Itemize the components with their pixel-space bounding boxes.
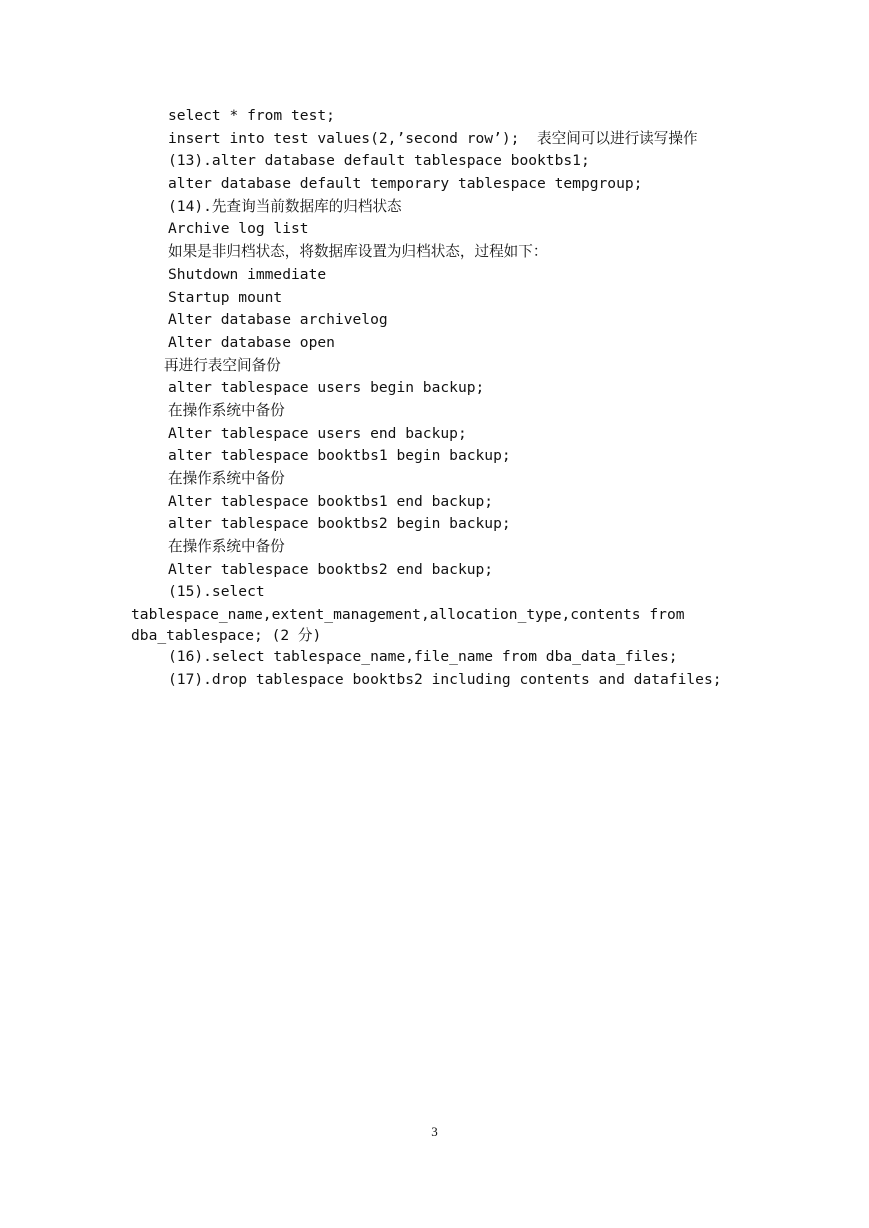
- code-line-wrapped: tablespace_name,extent_management,allocation_type,contents from: [131, 606, 685, 624]
- text-line: 在操作系统中备份: [168, 401, 285, 419]
- code-line: Archive log list: [168, 220, 309, 238]
- text-line: 在操作系统中备份: [168, 470, 285, 487]
- code-line: Alter tablespace booktbs1 end backup;: [168, 492, 494, 510]
- text-line: 如果是非归档状态，将数据库设置为归档状态，过程如下：: [168, 243, 548, 261]
- code-line: alter tablespace users begin backup;: [168, 379, 485, 397]
- section-line: (17).drop tablespace booktbs2 including contents and datafiles;: [168, 670, 722, 688]
- code-line: Startup mount: [168, 288, 283, 306]
- code-line: alter database default temporary tablespace tempgroup;: [168, 175, 643, 193]
- code-line: Shutdown immediate: [168, 265, 327, 283]
- code-line: Alter database archivelog: [168, 311, 388, 329]
- page-number: 3: [431, 1124, 438, 1139]
- code-line: select * from test;: [168, 107, 335, 124]
- code-line: insert into test values(2,’second row’); 表空间可以进行读写操作: [168, 129, 698, 147]
- code-line: (13).alter database default tablespace booktbs1;: [168, 152, 590, 170]
- section-line: (16).select tablespace_name,file_name from dba_data_files;: [168, 648, 678, 666]
- code-line: Alter tablespace booktbs2 end backup;: [168, 560, 494, 578]
- code-line: Alter database open: [168, 333, 335, 351]
- text-line: 再进行表空间备份: [164, 356, 281, 374]
- code-line: alter tablespace booktbs1 begin backup;: [168, 447, 511, 465]
- code-line: Alter tablespace users end backup;: [168, 424, 467, 442]
- code-line: alter tablespace booktbs2 begin backup;: [168, 515, 511, 533]
- document-body: [131, 105, 751, 692]
- section-line: (15).select: [168, 583, 265, 601]
- section-line: (14).先查询当前数据库的归档状态: [168, 197, 402, 215]
- text-line: 在操作系统中备份: [168, 538, 285, 556]
- code-line-wrapped: dba_tablespace; (2 分): [131, 627, 322, 645]
